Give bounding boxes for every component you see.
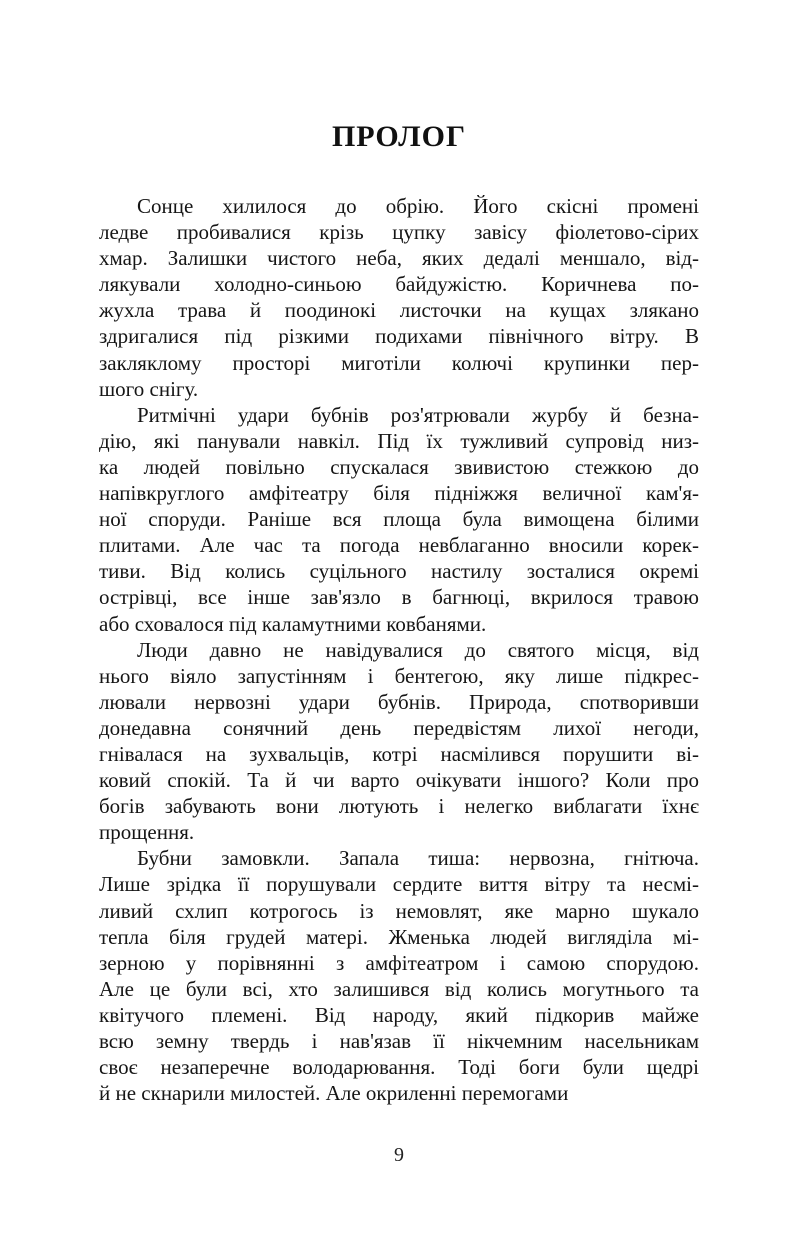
paragraph [99,845,699,1106]
text-line: ної споруди. Раніше вся площа була вимощена білими [99,507,699,532]
text-line: богів забувають вони лютують і нелегко виблагати їхнє [99,794,699,819]
paragraph [99,402,699,637]
paragraph [99,637,699,846]
text-line: прощення. [99,820,195,845]
text-line: Сонце хилилося до обрію. Його скісні промені [137,194,699,218]
text-line: й не скнарили милостей. Але окриленні перемогами [99,1081,569,1106]
text-line: тиви. Від колись суцільного настилу зосталися окремі [99,559,699,584]
text-line: закляклому просторі миготіли колючі крупинки пер- [99,350,699,375]
text-line: жухла трава й поодинокі листочки на кущах злякано [99,298,699,323]
text-line: донедавна сонячний день передвістям лихої негоди, [99,715,699,740]
text-line: Бубни замовкли. Запала тиша: нервозна, гнітюча. [137,846,699,871]
text-line: Ритмічні удари бубнів роз'ятрювали журбу й безна- [137,402,699,427]
text-line: хмар. Залишки чистого неба, яких дедалі меншало, від- [99,246,699,271]
text-line: гнівалася на зухвальців, котрі насмілився порушити ві- [99,741,699,766]
text-line: тепла біля грудей матері. Жменька людей вигляділа мі- [99,924,699,949]
text-line: ледве пробивалися крізь цупку завісу фіолетово-сірих [99,220,699,245]
paragraph [99,193,699,402]
text-line: дію, які панували навкіл. Під їх тужливий супровід низ- [99,428,699,453]
text-line: квітучого племені. Від народу, який підкорив майже [99,1002,699,1027]
body-text [99,193,699,1106]
text-line: шого снігу. [99,376,199,401]
text-line: Лише зрідка її порушували сердите виття вітру та несмі- [99,872,699,897]
page-number: 9 [394,1144,404,1166]
text-line: ка людей повільно спускалася звивистою стежкою до [99,454,699,479]
text-line: ковий спокій. Та й чи варто очікувати іншого? Коли про [99,768,699,793]
text-line: всю земну твердь і нав'язав її нікчемним насельникам [99,1029,699,1053]
text-line: ливий схлип котрогось із немовлят, яке марно шукало [99,898,699,923]
text-line: плитами. Але час та погода невблаганно вносили корек- [99,533,699,558]
text-line: Люди давно не навідувалися до святого місця, від [137,637,699,662]
text-line: зерною у порівнянні з амфітеатром і самою спорудою. [99,950,699,975]
text-line: лювали нервозні удари бубнів. Природа, спотворивши [99,689,699,714]
text-line: напівкруглого амфітеатру біля підніжжя величної кам'я- [99,481,699,506]
page-title: ПРОЛОГ [331,120,467,153]
text-line: лякували холодно-синьою байдужістю. Коричнева по- [99,272,699,297]
text-line: Але це були всі, хто залишився від колись могутнього та [99,976,699,1001]
text-line: або сховалося під каламутними ковбанями. [99,611,487,636]
text-line: нього віяло запустінням і бентегою, яку лише підкрес- [99,663,699,688]
text-line: острівці, все інше зав'язло в багнюці, вкрилося травою [99,585,699,610]
text-line: своє незаперечне володарювання. Тоді боги були щедрі [99,1055,699,1080]
text-line: здригалися під різкими подихами північного вітру. В [99,324,699,349]
